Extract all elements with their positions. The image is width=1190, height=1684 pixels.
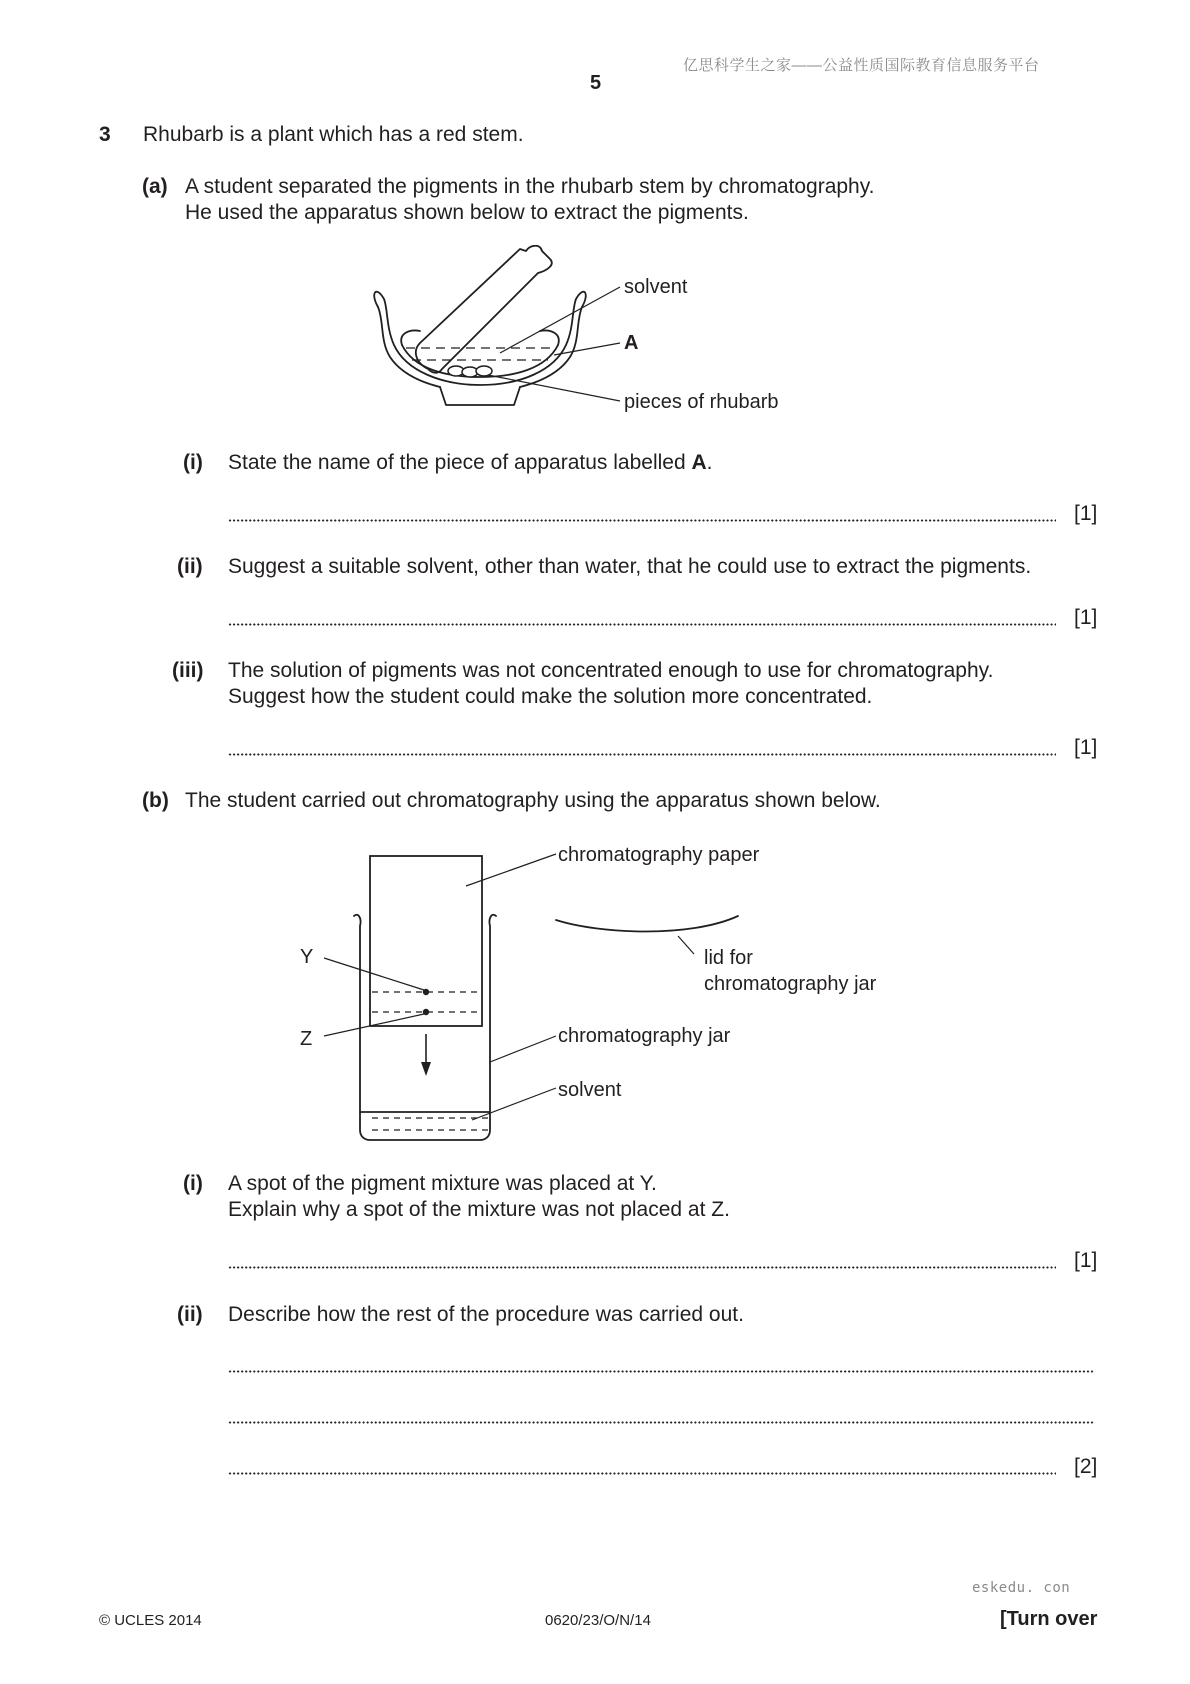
question-number: 3 [99,123,111,146]
diagram-label-a: A [624,332,639,354]
part-a-text-line1: A student separated the pigments in the rhubarb stem by chromatography. [185,175,875,198]
answer-line-a-iii[interactable] [228,753,1056,756]
mortar-pestle-diagram [370,245,840,420]
diagram-label-y: Y [300,946,314,968]
part-a-iii-text-line1: The solution of pigments was not concentrated enough to use for chromatography. [228,659,994,682]
top-watermark: 亿思科学生之家——公益性质国际教育信息服务平台 [683,57,1040,74]
part-b-ii-text: Describe how the rest of the procedure was carried out. [228,1303,744,1326]
part-a-i-text: State the name of the piece of apparatus labelled A. [228,451,713,474]
mark-a-ii: [1] [1074,606,1098,629]
part-a-text-line2: He used the apparatus shown below to extract the pigments. [185,201,749,224]
part-b-label: (b) [142,789,169,812]
question-intro: Rhubarb is a plant which has a red stem. [143,123,524,146]
answer-line-a-ii[interactable] [228,623,1056,626]
mark-b-ii: [2] [1074,1455,1098,1478]
part-b-i-text-line2: Explain why a spot of the mixture was not placed at Z. [228,1198,730,1221]
chromatography-diagram [290,830,930,1150]
bottom-watermark: eskedu. con [972,1580,1071,1596]
paper-code: 0620/23/O/N/14 [545,1612,651,1629]
answer-line-b-ii-3[interactable] [228,1472,1056,1475]
part-a-label: (a) [142,175,168,198]
answer-line-b-i[interactable] [228,1266,1056,1269]
mark-a-iii: [1] [1074,736,1098,759]
answer-line-b-ii-2[interactable] [228,1421,1094,1424]
answer-line-b-ii-1[interactable] [228,1370,1094,1373]
diagram-label-solvent: solvent [624,276,688,298]
turn-over: [Turn over [1000,1608,1098,1630]
diagram-label-z: Z [300,1028,313,1050]
copyright: © UCLES 2014 [99,1612,202,1629]
mark-a-i: [1] [1074,502,1098,525]
answer-line-a-i[interactable] [228,519,1056,522]
part-a-iii-label: (iii) [172,659,204,682]
part-b-ii-label: (ii) [177,1303,203,1326]
diagram-label-jar: chromatography jar [558,1025,731,1047]
diagram-label-solvent-b: solvent [558,1079,622,1101]
part-a-ii-text: Suggest a suitable solvent, other than water, that he could use to extract the pigments. [228,555,1032,578]
diagram-label-lid-line2: chromatography jar [704,973,877,995]
page-number: 5 [590,72,602,94]
part-a-iii-text-line2: Suggest how the student could make the solution more concentrated. [228,685,873,708]
part-b-text: The student carried out chromatography using the apparatus shown below. [185,789,881,812]
part-b-i-text-line1: A spot of the pigment mixture was placed at Y. [228,1172,657,1195]
diagram-label-lid-line1: lid for [704,947,753,969]
part-a-i-label: (i) [183,451,203,474]
diagram-label-paper: chromatography paper [558,844,760,866]
part-b-i-label: (i) [183,1172,203,1195]
mark-b-i: [1] [1074,1249,1098,1272]
diagram-label-pieces: pieces of rhubarb [624,391,779,413]
part-a-ii-label: (ii) [177,555,203,578]
